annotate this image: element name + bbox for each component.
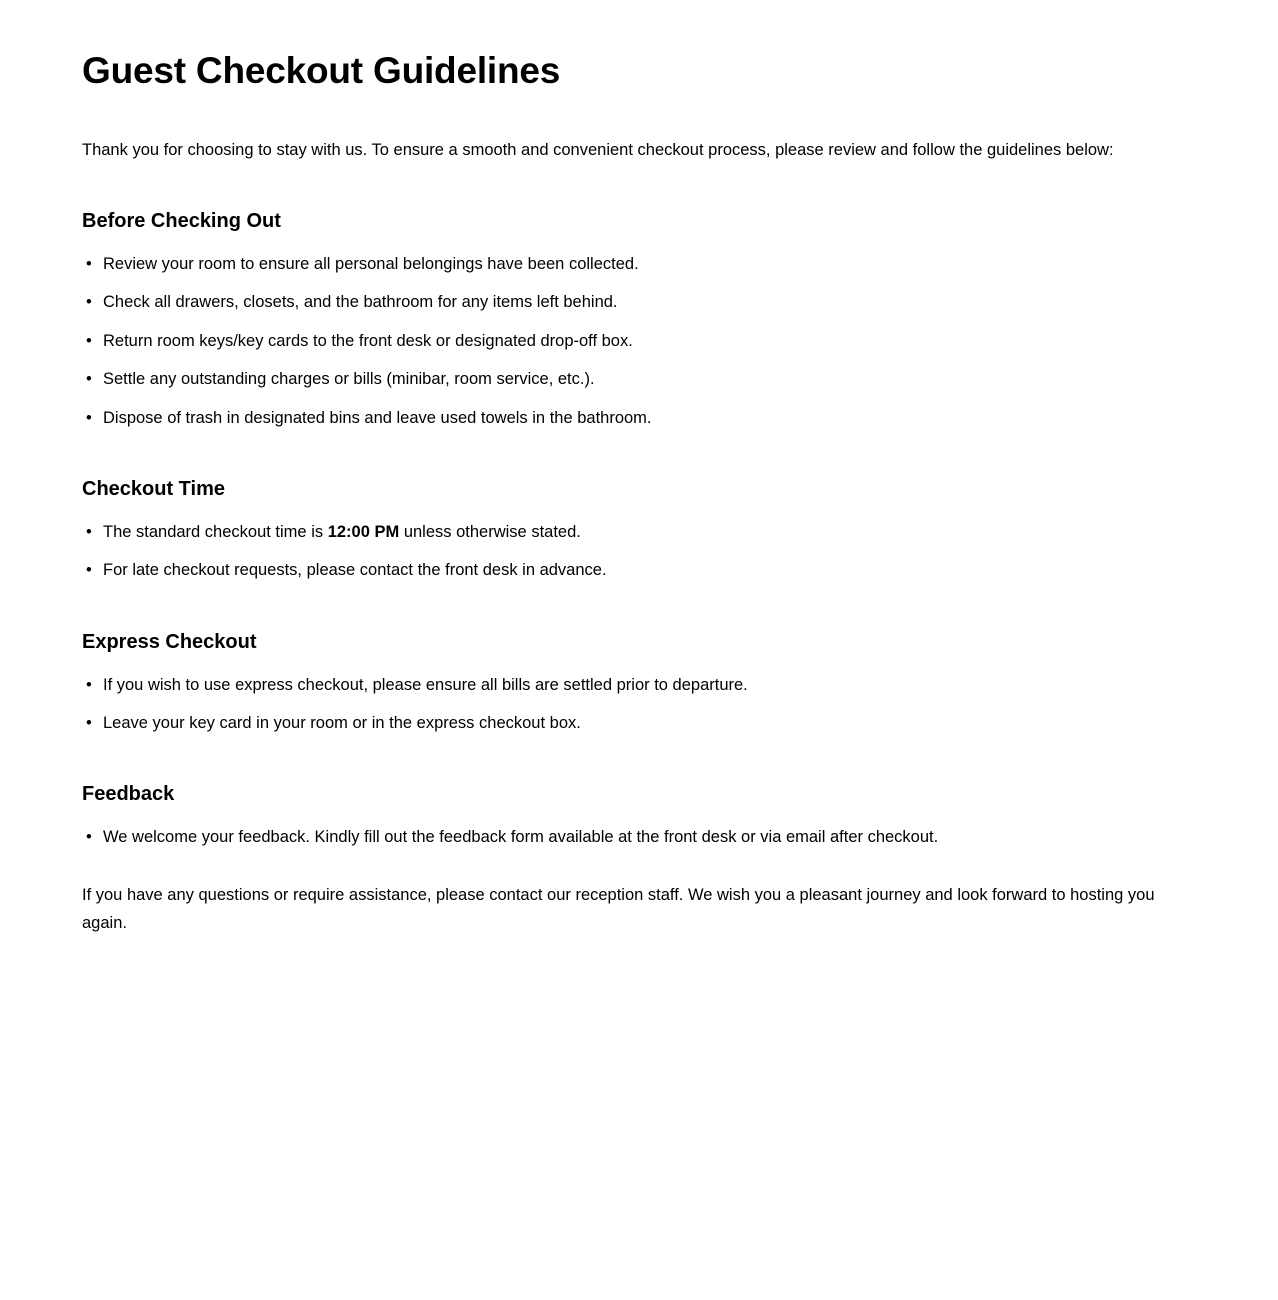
list-item: • For late checkout requests, please contact the front desk in advance. (82, 557, 1196, 583)
intro-paragraph: Thank you for choosing to stay with us. To ensure a smooth and convenient checkout process, please review and follow the guidelines below: (82, 140, 1114, 159)
list-item: • Settle any outstanding charges or bills (minibar, room service, etc.). (82, 366, 1196, 392)
section-heading-before-checking-out: Before Checking Out (82, 209, 281, 232)
section-heading-feedback: Feedback (82, 783, 175, 806)
bullet-list-feedback (82, 824, 1196, 850)
closing-paragraph: If you have any questions or require assistance, please contact our reception staff. We wish you a pleasant journey and look forward to hosting you again. (82, 885, 1155, 933)
list-item: • Leave your key card in your room or in the express checkout box. (82, 710, 1196, 736)
list-item: • If you wish to use express checkout, please ensure all bills are settled prior to departure. (82, 672, 1196, 698)
section-checkout-time (82, 477, 1196, 584)
list-item-text-before: The standard checkout time is (103, 522, 328, 541)
section-feedback (82, 782, 1196, 850)
bullet-list-express-checkout (82, 672, 1196, 737)
list-item: • Return room keys/key cards to the front desk or designated drop-off box. (82, 328, 1196, 354)
list-item: • Check all drawers, closets, and the bathroom for any items left behind. (82, 289, 1196, 315)
list-item-text-after: unless otherwise stated. (399, 522, 581, 541)
list-item: • Dispose of trash in designated bins and leave used towels in the bathroom. (82, 405, 1196, 431)
section-heading-express-checkout: Express Checkout (82, 630, 257, 653)
checkout-time-value: 12:00 PM (327, 522, 400, 541)
bullet-list-checkout-time (82, 519, 1196, 584)
section-before-checking-out (82, 209, 1196, 431)
page-title: Guest Checkout Guidelines (82, 50, 561, 91)
list-item: • We welcome your feedback. Kindly fill out the feedback form available at the front desk or via email after checkout. (82, 824, 1196, 850)
section-express-checkout (82, 630, 1196, 737)
list-item (82, 519, 1196, 545)
bullet-list-before-checking-out (82, 251, 1196, 431)
section-heading-checkout-time: Checkout Time (82, 477, 225, 500)
list-item: • Review your room to ensure all personal belongings have been collected. (82, 251, 1196, 277)
